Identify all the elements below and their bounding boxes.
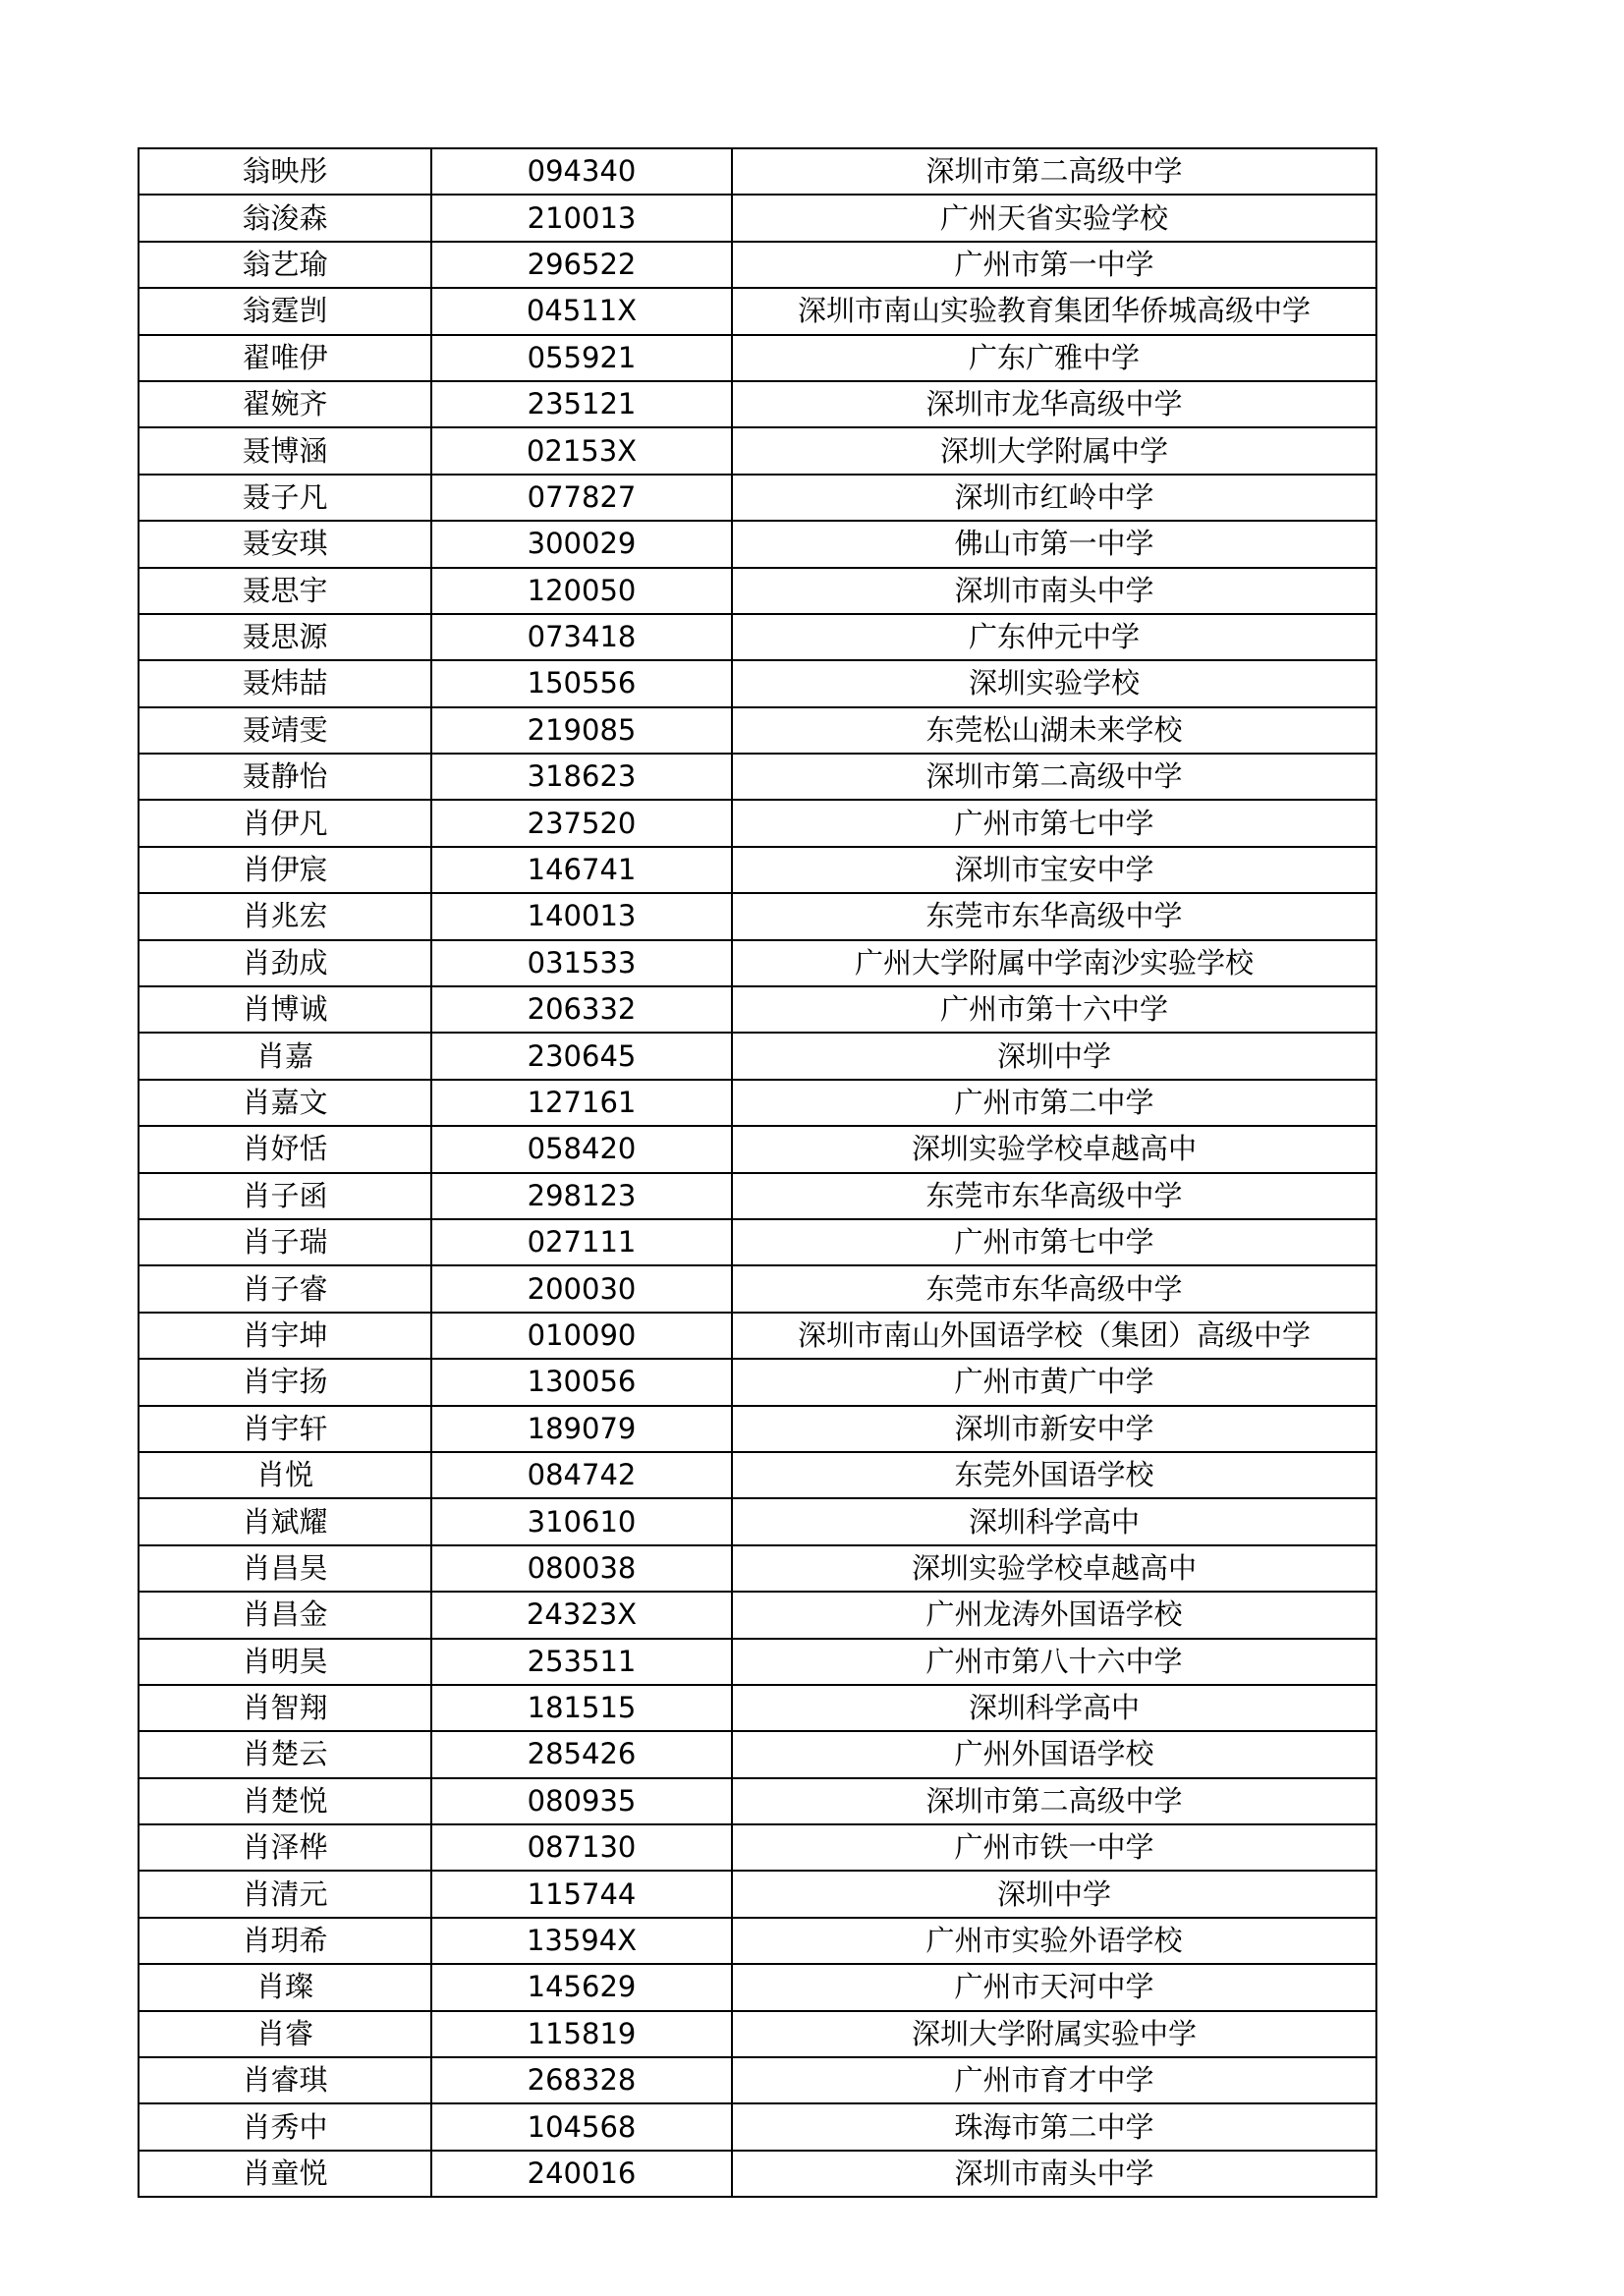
table-row	[139, 242, 1376, 288]
student-name-cell: 翁映彤	[139, 148, 431, 195]
school-name-cell: 广州大学附属中学南沙实验学校	[732, 940, 1376, 986]
student-name-cell: 聂静怡	[139, 754, 431, 800]
table-row	[139, 1359, 1376, 1405]
table-row	[139, 1126, 1376, 1172]
school-name-cell: 广州市育才中学	[732, 2057, 1376, 2103]
student-name-cell: 肖劲成	[139, 940, 431, 986]
student-name-cell: 肖宇扬	[139, 1359, 431, 1405]
student-id-cell: 087130	[431, 1824, 732, 1871]
student-name-cell: 肖楚悦	[139, 1778, 431, 1824]
student-id-cell: 237520	[431, 800, 732, 846]
student-name-cell: 肖悦	[139, 1452, 431, 1498]
student-name-cell: 肖伊凡	[139, 800, 431, 846]
school-name-cell: 深圳市第二高级中学	[732, 1778, 1376, 1824]
student-id-cell: 084742	[431, 1452, 732, 1498]
student-id-cell: 219085	[431, 707, 732, 754]
table-row	[139, 893, 1376, 939]
student-id-cell: 140013	[431, 893, 732, 939]
school-name-cell: 深圳市南山外国语学校（集团）高级中学	[732, 1313, 1376, 1359]
school-name-cell: 东莞市东华高级中学	[732, 1265, 1376, 1312]
table-row	[139, 568, 1376, 614]
table-row	[139, 1173, 1376, 1219]
school-name-cell: 东莞松山湖未来学校	[732, 707, 1376, 754]
school-name-cell: 深圳实验学校	[732, 660, 1376, 706]
table-row	[139, 847, 1376, 893]
student-name-cell: 肖兆宏	[139, 893, 431, 939]
student-id-cell: 145629	[431, 1964, 732, 2010]
school-name-cell: 广州市第二中学	[732, 1080, 1376, 1126]
table-row	[139, 800, 1376, 846]
student-id-cell: 010090	[431, 1313, 732, 1359]
student-name-cell: 肖睿琪	[139, 2057, 431, 2103]
school-name-cell: 广州市第七中学	[732, 1219, 1376, 1265]
student-id-cell: 031533	[431, 940, 732, 986]
school-name-cell: 广东广雅中学	[732, 335, 1376, 381]
student-id-cell: 080038	[431, 1545, 732, 1592]
student-id-cell: 127161	[431, 1080, 732, 1126]
school-name-cell: 深圳中学	[732, 1871, 1376, 1917]
student-name-cell: 肖秀中	[139, 2103, 431, 2150]
school-name-cell: 深圳市红岭中学	[732, 475, 1376, 521]
table-row	[139, 427, 1376, 474]
table-row	[139, 614, 1376, 660]
table-row	[139, 1778, 1376, 1824]
table-row	[139, 1498, 1376, 1544]
table-row	[139, 1964, 1376, 2010]
student-name-cell: 肖子函	[139, 1173, 431, 1219]
table-row	[139, 1592, 1376, 1638]
student-name-cell: 聂思源	[139, 614, 431, 660]
student-name-cell: 肖子睿	[139, 1265, 431, 1312]
student-id-cell: 230645	[431, 1033, 732, 1079]
table-row	[139, 1219, 1376, 1265]
table-row	[139, 195, 1376, 241]
table-row	[139, 1545, 1376, 1592]
student-name-cell: 肖智翔	[139, 1685, 431, 1731]
student-name-cell: 聂炜喆	[139, 660, 431, 706]
school-name-cell: 东莞市东华高级中学	[732, 1173, 1376, 1219]
student-name-cell: 翁霆剀	[139, 288, 431, 334]
student-name-cell: 肖伊宸	[139, 847, 431, 893]
school-name-cell: 深圳市宝安中学	[732, 847, 1376, 893]
table-row	[139, 1918, 1376, 1964]
student-id-cell: 298123	[431, 1173, 732, 1219]
student-name-cell: 肖昌金	[139, 1592, 431, 1638]
school-name-cell: 东莞外国语学校	[732, 1452, 1376, 1498]
student-id-cell: 130056	[431, 1359, 732, 1405]
student-id-cell: 210013	[431, 195, 732, 241]
student-name-cell: 肖斌耀	[139, 1498, 431, 1544]
student-name-cell: 肖泽桦	[139, 1824, 431, 1871]
student-id-cell: 115819	[431, 2011, 732, 2057]
student-id-cell: 094340	[431, 148, 732, 195]
student-name-cell: 肖玥希	[139, 1918, 431, 1964]
school-name-cell: 深圳市南山实验教育集团华侨城高级中学	[732, 288, 1376, 334]
school-name-cell: 深圳实验学校卓越高中	[732, 1545, 1376, 1592]
school-name-cell: 广州市第十六中学	[732, 986, 1376, 1033]
student-id-cell: 240016	[431, 2151, 732, 2197]
student-name-cell: 肖童悦	[139, 2151, 431, 2197]
school-name-cell: 广州市实验外语学校	[732, 1918, 1376, 1964]
table-row	[139, 754, 1376, 800]
table-row	[139, 475, 1376, 521]
school-name-cell: 深圳大学附属实验中学	[732, 2011, 1376, 2057]
student-name-cell: 翁艺瑜	[139, 242, 431, 288]
student-name-cell: 肖博诚	[139, 986, 431, 1033]
student-name-cell: 肖嘉文	[139, 1080, 431, 1126]
student-name-cell: 肖睿	[139, 2011, 431, 2057]
school-name-cell: 广州外国语学校	[732, 1731, 1376, 1777]
school-name-cell: 广州龙涛外国语学校	[732, 1592, 1376, 1638]
student-id-cell: 058420	[431, 1126, 732, 1172]
table-row	[139, 1452, 1376, 1498]
table-row	[139, 1406, 1376, 1452]
school-name-cell: 佛山市第一中学	[732, 521, 1376, 567]
school-name-cell: 深圳市南头中学	[732, 568, 1376, 614]
student-name-cell: 翟婉齐	[139, 381, 431, 427]
student-name-cell: 聂靖雯	[139, 707, 431, 754]
student-name-cell: 肖妤恬	[139, 1126, 431, 1172]
student-name-cell: 聂子凡	[139, 475, 431, 521]
student-id-cell: 296522	[431, 242, 732, 288]
student-id-cell: 146741	[431, 847, 732, 893]
school-name-cell: 广州市第七中学	[732, 800, 1376, 846]
student-name-cell: 肖嘉	[139, 1033, 431, 1079]
table-row	[139, 1033, 1376, 1079]
table-row	[139, 1871, 1376, 1917]
student-id-cell: 310610	[431, 1498, 732, 1544]
table-row	[139, 335, 1376, 381]
school-name-cell: 广州市天河中学	[732, 1964, 1376, 2010]
school-name-cell: 深圳大学附属中学	[732, 427, 1376, 474]
school-name-cell: 深圳实验学校卓越高中	[732, 1126, 1376, 1172]
student-id-cell: 120050	[431, 568, 732, 614]
table-row	[139, 381, 1376, 427]
student-id-cell: 077827	[431, 475, 732, 521]
student-id-cell: 235121	[431, 381, 732, 427]
student-id-cell: 181515	[431, 1685, 732, 1731]
school-name-cell: 深圳市第二高级中学	[732, 754, 1376, 800]
student-id-cell: 268328	[431, 2057, 732, 2103]
student-id-cell: 285426	[431, 1731, 732, 1777]
student-id-cell: 318623	[431, 754, 732, 800]
student-name-cell: 翟唯伊	[139, 335, 431, 381]
table-row	[139, 1080, 1376, 1126]
student-id-cell: 02153X	[431, 427, 732, 474]
table-row	[139, 2151, 1376, 2197]
student-name-cell: 聂安琪	[139, 521, 431, 567]
student-id-cell: 150556	[431, 660, 732, 706]
student-id-cell: 200030	[431, 1265, 732, 1312]
student-name-cell: 肖清元	[139, 1871, 431, 1917]
student-name-cell: 翁浚森	[139, 195, 431, 241]
school-name-cell: 广州市黄广中学	[732, 1359, 1376, 1405]
table-row	[139, 2103, 1376, 2150]
student-name-cell: 肖明昊	[139, 1639, 431, 1685]
table-row	[139, 1731, 1376, 1777]
school-name-cell: 东莞市东华高级中学	[732, 893, 1376, 939]
table-row	[139, 1824, 1376, 1871]
student-id-cell: 24323X	[431, 1592, 732, 1638]
student-name-cell: 肖宇坤	[139, 1313, 431, 1359]
student-id-cell: 080935	[431, 1778, 732, 1824]
student-name-cell: 肖子瑞	[139, 1219, 431, 1265]
table-row	[139, 288, 1376, 334]
student-name-cell: 肖璨	[139, 1964, 431, 2010]
student-id-cell: 189079	[431, 1406, 732, 1452]
school-name-cell: 广州市第一中学	[732, 242, 1376, 288]
roster-body	[139, 148, 1376, 2197]
student-id-cell: 115744	[431, 1871, 732, 1917]
school-name-cell: 深圳科学高中	[732, 1685, 1376, 1731]
student-name-cell: 聂博涵	[139, 427, 431, 474]
table-row	[139, 1265, 1376, 1312]
student-id-cell: 04511X	[431, 288, 732, 334]
student-roster-table	[138, 147, 1377, 2198]
student-id-cell: 104568	[431, 2103, 732, 2150]
student-id-cell: 253511	[431, 1639, 732, 1685]
table-row	[139, 148, 1376, 195]
student-name-cell: 肖昌昊	[139, 1545, 431, 1592]
table-row	[139, 2057, 1376, 2103]
table-row	[139, 1313, 1376, 1359]
table-row	[139, 707, 1376, 754]
table-row	[139, 660, 1376, 706]
student-id-cell: 027111	[431, 1219, 732, 1265]
student-id-cell: 300029	[431, 521, 732, 567]
table-row	[139, 986, 1376, 1033]
school-name-cell: 珠海市第二中学	[732, 2103, 1376, 2150]
school-name-cell: 深圳中学	[732, 1033, 1376, 1079]
school-name-cell: 深圳市新安中学	[732, 1406, 1376, 1452]
student-id-cell: 206332	[431, 986, 732, 1033]
table-row	[139, 1639, 1376, 1685]
student-name-cell: 肖宇轩	[139, 1406, 431, 1452]
student-name-cell: 肖楚云	[139, 1731, 431, 1777]
student-id-cell: 055921	[431, 335, 732, 381]
table-row	[139, 521, 1376, 567]
table-row	[139, 2011, 1376, 2057]
school-name-cell: 广东仲元中学	[732, 614, 1376, 660]
school-name-cell: 深圳市龙华高级中学	[732, 381, 1376, 427]
student-name-cell: 聂思宇	[139, 568, 431, 614]
student-id-cell: 13594X	[431, 1918, 732, 1964]
school-name-cell: 深圳市第二高级中学	[732, 148, 1376, 195]
school-name-cell: 深圳市南头中学	[732, 2151, 1376, 2197]
student-id-cell: 073418	[431, 614, 732, 660]
school-name-cell: 深圳科学高中	[732, 1498, 1376, 1544]
table-row	[139, 1685, 1376, 1731]
school-name-cell: 广州天省实验学校	[732, 195, 1376, 241]
table-row	[139, 940, 1376, 986]
school-name-cell: 广州市铁一中学	[732, 1824, 1376, 1871]
school-name-cell: 广州市第八十六中学	[732, 1639, 1376, 1685]
